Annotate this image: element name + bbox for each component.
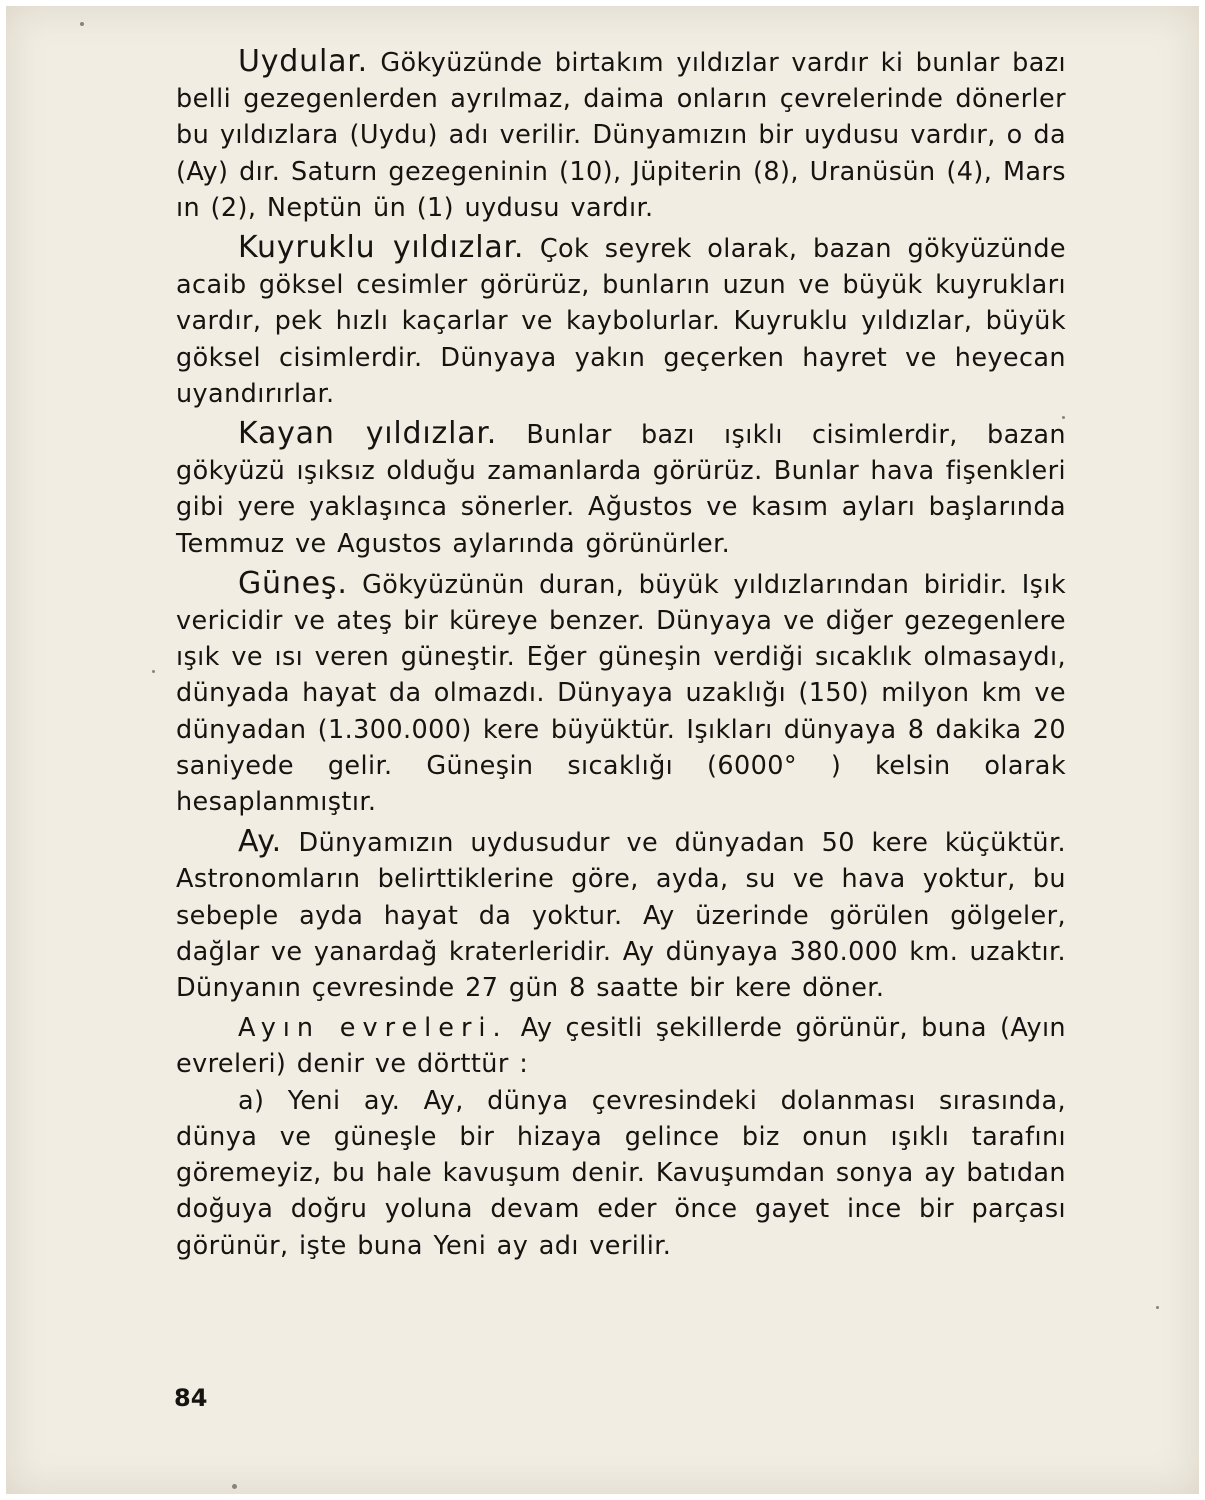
heading-ay: Ay.: [238, 824, 282, 860]
paragraph-gunes: [176, 566, 1066, 820]
heading-kayan-yildizlar: Kayan yıldızlar.: [238, 416, 498, 452]
paper-speck: [232, 1484, 237, 1489]
heading-uydular: Uydular.: [238, 44, 369, 79]
text-uydular: Gökyüzünde birtakım yıldızlar vardır ki bunlar bazı belli gezegenlerden ayrılmaz, daima onların çevrelerinde dönerler bu yıldızlara (Uydu) adı verilir. Dünyamızın bir uydusu vardır, o da (Ay) dır. Saturn gezegeninin (10), Jüpiterin (8), Uranüsün (4), Mars ın (2), Neptün ün (1) uydusu vardır.: [176, 48, 1066, 223]
paragraph-kuyruklu-yildizlar: [176, 230, 1066, 412]
paper-speck: [80, 22, 84, 26]
paper-speck: [152, 670, 155, 673]
text-kayan-yildizlar: Bunlar bazı ışıklı cisimlerdir, bazan gökyüzü ışıksız olduğu zamanlarda görürüz. Bunlar hava fişenkleri gibi yere yaklaşınca sönerler. Ağustos ve kasım ayları başlarında Temmuz ve Agustos aylarında görünürler.: [176, 420, 1066, 559]
heading-gunes: Güneş.: [238, 565, 348, 601]
text-gunes: Gökyüzünün duran, büyük yıldızlarından biridir. Işık vericidir ve ateş bir küreye benzer. Dünyaya ve diğer gezegenlere ışık ve ısı veren güneştir. Eğer güneşin verdiği sıcaklık olmasaydı, dünyada hayat da olmazdı. Dünyaya uzaklığı (150) milyon km ve dünyadan (1.300.000) kere büyüktür. Işıkları dünyaya 8 dakika 20 saniyede gelir. Güneşin sıcaklığı (6000° ) kelsin olarak hesaplanmıştır.: [176, 569, 1066, 818]
paragraph-ayin-evreleri: [176, 1010, 1066, 1082]
paper-speck: [1156, 1306, 1159, 1309]
heading-kuyruklu-yildizlar: Kuyruklu yıldızlar.: [238, 230, 525, 266]
paragraph-kayan-yildizlar: [176, 416, 1066, 562]
text-yeni-ay: a) Yeni ay. Ay, dünya çevresindeki dolanması sırasında, dünya ve güneşle bir hizaya gelince biz onun ışıklı tarafını göremeyiz, bu hale kavuşum denir. Kavuşumdan sonya ay batıdan doğuya doğru yoluna devam eder önce gayet ince bir parçası görünür, işte buna Yeni ay adı verilir.: [176, 1085, 1066, 1261]
paper-speck: [1062, 416, 1065, 419]
page-number: 84: [174, 1384, 208, 1412]
paragraph-yeni-ay: [176, 1083, 1066, 1264]
page-body: [176, 44, 1066, 1264]
label-ayin-evreleri: Ayın evreleri.: [238, 1013, 508, 1044]
book-page: [6, 6, 1199, 1494]
text-ayin-evreleri: Ay çesitli şekillerde görünür, buna (Ayın evreleri) denir ve dörttür :: [176, 1013, 1066, 1080]
paragraph-uydular: [176, 44, 1066, 226]
text-ay: Dünyamızın uydusudur ve dünyadan 50 kere küçüktür. Astronomların belirttiklerine göre, ayda, su ve hava yoktur, bu sebeple ayda hayat da yoktur. Ay üzerinde görülen gölgeler, dağlar ve yanardağ kraterleridir. Ay dünyaya 380.000 km. uzaktır. Dünyanın çevresinde 27 gün 8 saatte bir kere döner.: [176, 828, 1066, 1004]
paragraph-ay: [176, 824, 1066, 1006]
text-kuyruklu-yildizlar: Çok seyrek olarak, bazan gökyüzünde acaib göksel cesimler görürüz, bunların uzun ve büyük kuyrukları vardır, pek hızlı kaçarlar ve kaybolurlar. Kuyruklu yıldızlar, büyük göksel cisimlerdir. Dünyaya yakın geçerken hayret ve heyecan uyandırırlar.: [176, 234, 1067, 409]
